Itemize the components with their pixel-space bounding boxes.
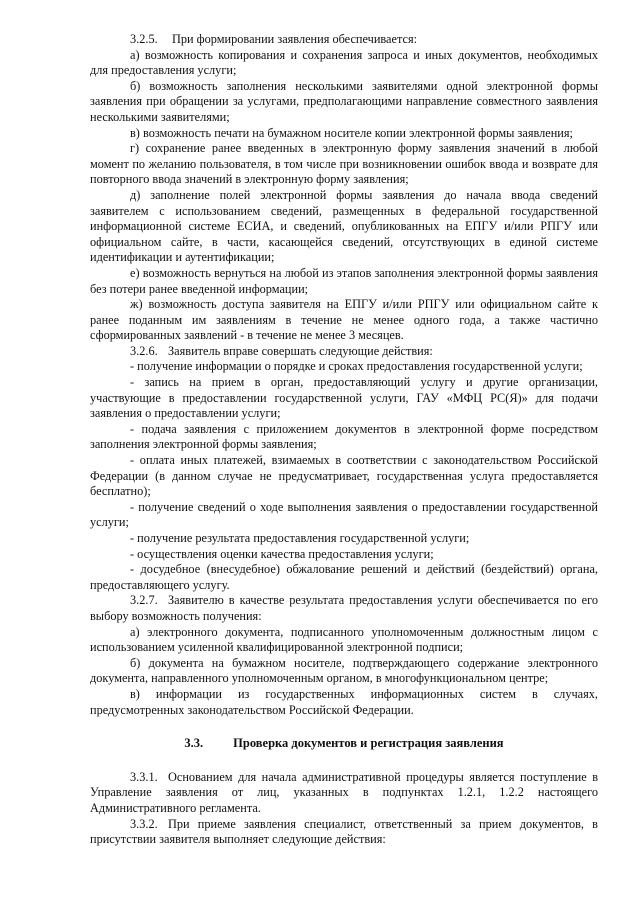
dash-item: - получение информации о порядке и сроках предоставления государственной услуги; (130, 359, 583, 374)
list-item-e: е) возможность вернуться на любой из этапов заполнения электронной формы заявления без потери ранее введенной информации; (90, 265, 598, 296)
dash-item: - запись на прием в орган, предоставляющий услугу и другие организации, участвующие в предоставлении государственной услуги, ГАУ «МФЦ РС(Я)» для подачи заявления о предоставлении услуги; (90, 375, 598, 421)
clause-number: 3.2.5. (130, 32, 158, 46)
list-item-b: б) документа на бумажном носителе, подтверждающего содержание электронного документа, направленного уполномоченным органом, в многофункциональном центре; (90, 655, 598, 686)
list-item-a: а) электронного документа, подписанного уполномоченным должностным лицом с использованием усиленной квалифицированной электронной подписи; (90, 624, 598, 655)
clause-number: 3.2.7. (130, 593, 158, 608)
section-title: Проверка документов и регистрация заявления (233, 736, 504, 751)
clause-text: При формировании заявления обеспечивается: (172, 32, 418, 46)
clause-3-2-7 (90, 593, 598, 624)
list-item-v: в) информации из государственных информационных систем в случаях, предусмотренных законодательством Российской Федерации. (90, 686, 598, 717)
dash-item: - получение результата предоставления государственной услуги; (130, 531, 470, 545)
clause-3-3-1 (90, 770, 598, 817)
clause-text: Основанием для начала административной процедуры является поступление в Управление заявления от лиц, указанных в подпунктах 1.2.1, 1.2.2 настоящего Административного регламента. (90, 769, 598, 815)
dash-item: - получение сведений о ходе выполнения заявления о предоставлении государственной услуги; (90, 499, 598, 530)
clause-text: Заявитель вправе совершать следующие действия: (168, 343, 433, 358)
dash-item: - оплата иных платежей, взимаемых в соответствии с законодательством Российской Федерации (в данном случае не предусматривает, государственная услуга предоставляется бесплатно); (90, 453, 598, 499)
list-item-d: д) заполнение полей электронной формы заявления до начала ввода сведений заявителем с использованием сведений, размещенных в федеральной государственной информационной системе ЕСИА, и сведений, опубликованных на ЕПГУ и/или РПГУ или официальном сайте, в части, касающейся сведений, отсутствующих в единой системе идентификации и аутентификации; (90, 187, 598, 265)
document-page (90, 32, 598, 848)
clause-text: При приеме заявления специалист, ответственный за прием документов, в присутствии заявителя выполняет следующие действия: (90, 816, 598, 847)
clause-text: Заявителю в качестве результата предоставления услуги обеспечивается по его выбору возможность получения: (90, 593, 598, 623)
dash-item: - осуществления оценки качества предоставления услуги; (130, 546, 434, 561)
list-item-a: а) возможность копирования и сохранения запроса и иных документов, необходимых для предоставления услуги; (90, 47, 598, 78)
list-item-zh: ж) возможность доступа заявителя на ЕПГУ и/или РПГУ или официальном сайте к ранее поданным им заявлениям в течение не менее одного года, а также частично сформированных заявлений - в течение не менее 3 месяцев. (90, 297, 598, 343)
clause-number: 3.3.1. (130, 769, 158, 784)
clause-number: 3.3.2. (130, 816, 158, 831)
section-number: 3.3. (184, 736, 204, 751)
dash-item: - подача заявления с приложением документов в электронной форме посредством заполнения электронной формы заявления; (90, 421, 598, 452)
clause-3-2-5 (90, 32, 598, 48)
list-item-g: г) сохранение ранее введенных в электронную форму заявления значений в любой момент по желанию пользователя, в том числе при возникновении ошибок ввода и возврате для повторного ввода значений в электронную форму заявления; (90, 141, 598, 187)
dash-item: - досудебное (внесудебное) обжалование решений и действий (бездействий) органа, предоставляющего услугу. (90, 562, 598, 592)
clause-3-3-2 (90, 817, 598, 848)
list-item-v: в) возможность печати на бумажном носителе копии электронной формы заявления; (130, 125, 573, 140)
clause-3-2-6 (90, 344, 598, 360)
clause-number: 3.2.6. (130, 343, 158, 358)
section-heading (90, 736, 598, 752)
list-item-b: б) возможность заполнения несколькими заявителями одной электронной формы заявления при обращении за услугами, предполагающими направление совместного заявления несколькими заявителями; (90, 78, 598, 124)
